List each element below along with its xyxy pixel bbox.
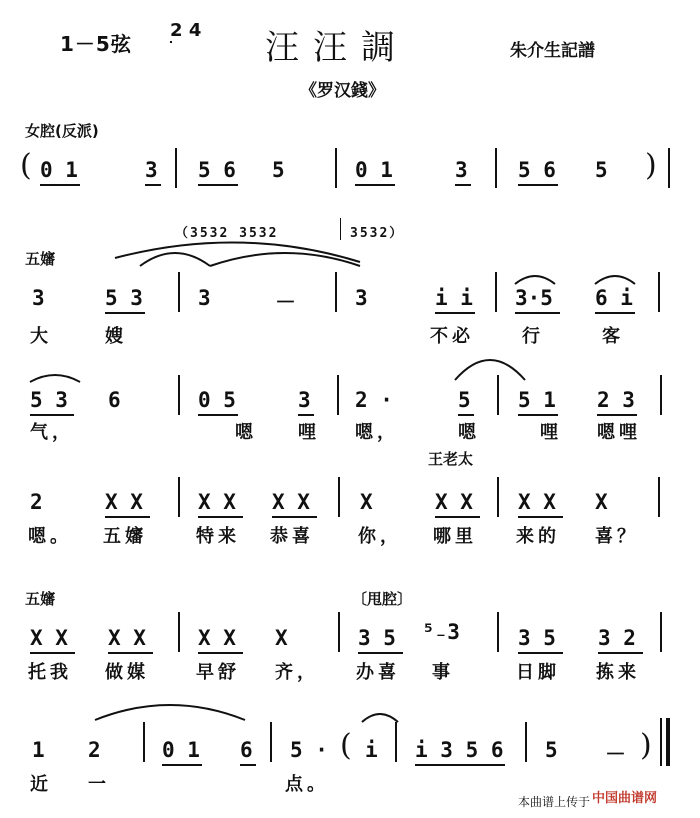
note-group: 3 5: [518, 626, 556, 650]
lyric: 哩: [540, 422, 562, 443]
note-group: 3 2: [598, 626, 636, 650]
string-tuning: 1－5弦: [60, 32, 132, 56]
lyric: 五嬸: [103, 526, 147, 547]
note-group: 5 ·: [290, 738, 328, 762]
site-name: 中国曲谱网: [592, 791, 658, 806]
note-group: X X: [108, 626, 146, 650]
lyric: 办喜: [356, 662, 400, 683]
note-group: 5 3: [30, 388, 68, 412]
accompaniment-notes: 3532）: [350, 226, 405, 241]
opera-subtitle: 《罗汉錢》: [300, 81, 385, 101]
meter-top: 2: [170, 20, 183, 41]
repeat-open: (: [20, 148, 32, 183]
role-label: 王老太: [428, 450, 474, 468]
lyric: 你，: [358, 526, 402, 547]
note-group: 3·5: [515, 286, 553, 310]
lyric: 近: [30, 774, 52, 795]
lyric: 做媒: [105, 662, 149, 683]
repeat-close: ): [640, 728, 652, 763]
note-group: 2 ·: [355, 388, 393, 412]
lyric: 嗯哩: [597, 422, 641, 443]
note-group: X X: [105, 490, 143, 514]
role-label: 女腔(反派): [25, 122, 99, 140]
note-group: 0 1: [162, 738, 200, 762]
note-group: 3: [298, 388, 311, 412]
note-group: 0 1: [355, 158, 393, 182]
note-group: 3: [145, 158, 158, 182]
lyric: 来的: [516, 526, 560, 547]
note-group: i i: [435, 286, 473, 310]
role-label: 五嬸: [25, 590, 56, 608]
note-group: 1: [32, 738, 45, 762]
note-group: 5: [272, 158, 285, 182]
dash: －: [605, 742, 626, 766]
note-group: X X: [518, 490, 556, 514]
note-group: X: [360, 490, 373, 514]
song-title: 汪汪調: [265, 28, 409, 68]
note-group: X: [595, 490, 608, 514]
lyric: 一: [88, 774, 110, 795]
repeat-open: (: [340, 728, 352, 763]
note-group: X X: [435, 490, 473, 514]
lyric: 不必: [430, 326, 474, 347]
note-group: 3 5: [358, 626, 396, 650]
lyric: 恭喜: [270, 526, 314, 547]
note-group: X X: [198, 490, 236, 514]
grace-note: ⁵₋3: [422, 620, 460, 644]
site-logo: [592, 787, 692, 809]
lyric: 喜？: [595, 526, 639, 547]
note-group: 5: [595, 158, 608, 182]
note-group: 3: [198, 286, 211, 310]
note-group: 2 3: [597, 388, 635, 412]
note-group: 0 1: [40, 158, 78, 182]
lyric: 特来: [196, 526, 240, 547]
note-group: 6: [108, 388, 121, 412]
dash: －: [275, 290, 296, 314]
note-group: 2: [30, 490, 43, 514]
lyric: 嗯。: [28, 526, 72, 547]
note-group: 6 i: [595, 286, 633, 310]
lyric: 哪里: [433, 526, 477, 547]
note-group: X X: [272, 490, 310, 514]
accompaniment-notes: （3532 3532: [175, 226, 279, 241]
note-group: 5: [458, 388, 471, 412]
note-group: 6: [240, 738, 253, 762]
lyric: 早舒: [196, 662, 240, 683]
role-label: 五嬸: [25, 250, 56, 268]
lyric: 托我: [28, 662, 72, 683]
lyric: 拣来: [596, 662, 640, 683]
lyric: 大: [30, 326, 52, 347]
note-group: 3: [455, 158, 468, 182]
lyric: 日脚: [516, 662, 560, 683]
note-group: X X: [198, 626, 236, 650]
note-group: 3: [32, 286, 45, 310]
note-group: i: [365, 738, 378, 762]
note-group: 5 1: [518, 388, 556, 412]
repeat-close: ): [645, 148, 657, 183]
lyric: 嗯: [458, 422, 480, 443]
note-group: X X: [30, 626, 68, 650]
lyric: 嗯: [235, 422, 257, 443]
note-group: 3: [355, 286, 368, 310]
note-group: 5 6: [518, 158, 556, 182]
lyric: 嗯，: [355, 422, 399, 443]
note-group: 5 3: [105, 286, 143, 310]
note-group: 2: [88, 738, 101, 762]
note-group: 0 5: [198, 388, 236, 412]
meter-bottom: 4: [188, 20, 202, 41]
lyric: 客: [602, 326, 624, 347]
ornament-label: 〔甩腔〕: [352, 590, 413, 608]
lyric: 点。: [285, 774, 329, 795]
lyric: 嫂: [105, 326, 127, 347]
lyric: 哩: [298, 422, 320, 443]
lyric: 行: [522, 326, 544, 347]
note-group: 5: [545, 738, 558, 762]
lyric: 气，: [30, 422, 74, 443]
note-group: i 3 5 6: [415, 738, 504, 762]
upload-note: 本曲谱上传于: [517, 795, 590, 809]
note-group: 5 6: [198, 158, 236, 182]
note-group: X: [275, 626, 288, 650]
recorder-credit: 朱介生記譜: [510, 41, 595, 61]
lyric: 齐，: [275, 662, 319, 683]
lyric: 事: [432, 662, 454, 683]
